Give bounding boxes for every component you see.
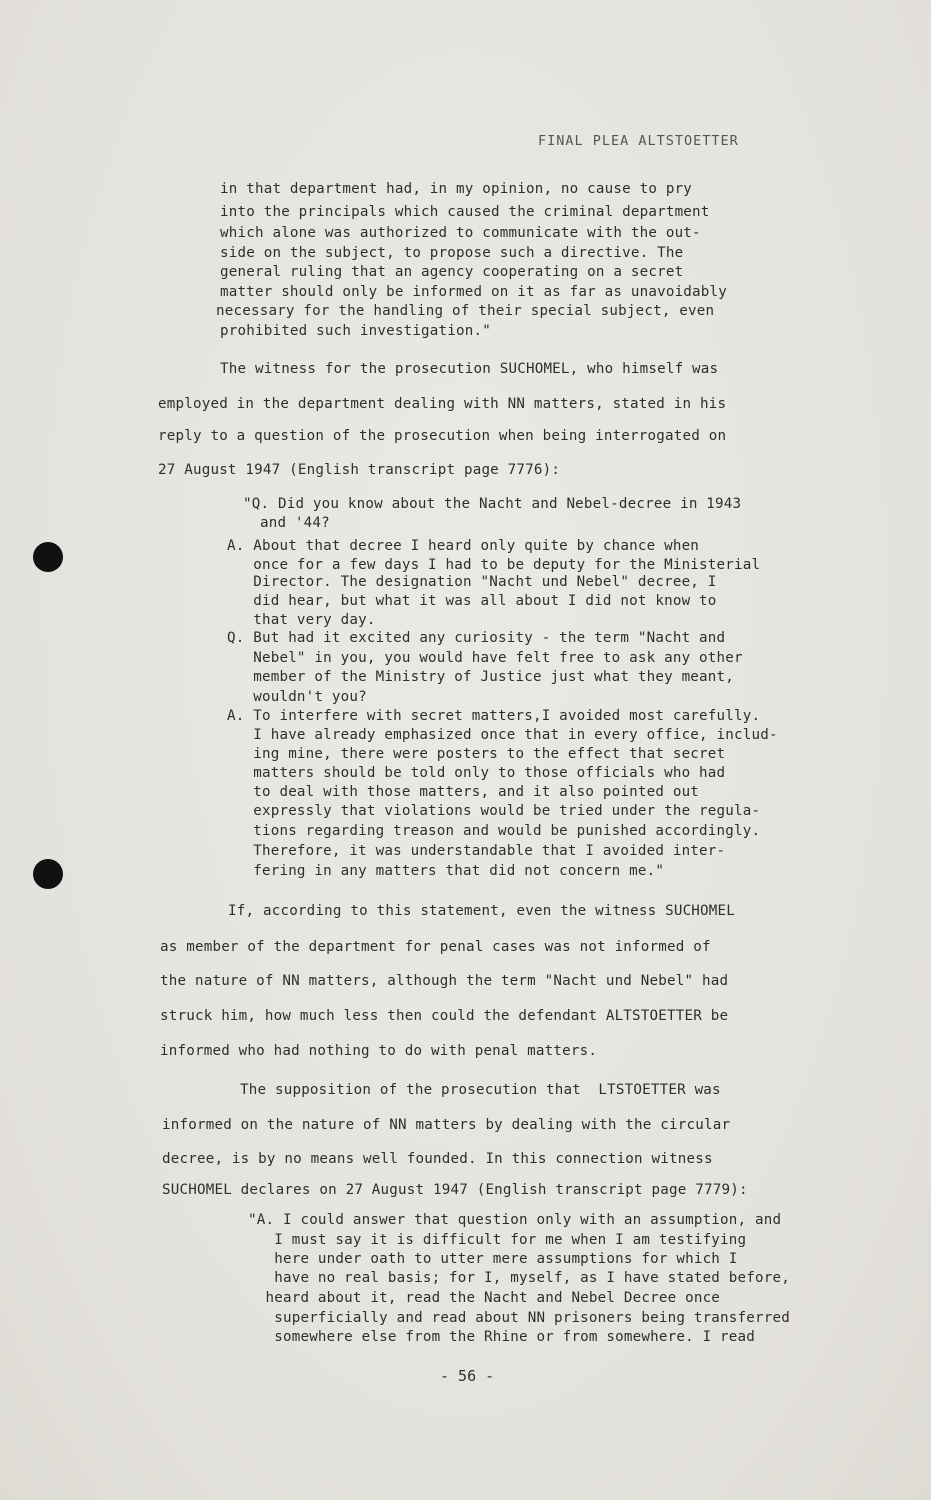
page-number: - 56 - [440,1367,495,1385]
text-line: A. About that decree I heard only quite by chance when [227,538,700,554]
text-line: The supposition of the prosecution that LTSTOETTER was [240,1082,721,1098]
text-line: in that department had, in my opinion, no cause to pry [220,181,693,197]
page-header: FINAL PLEA ALTSTOETTER [538,133,739,149]
text-line: prohibited such investigation." [220,323,491,339]
text-line: which alone was authorized to communicate with the out- [220,225,701,241]
text-line: into the principals which caused the criminal department [220,204,710,220]
binder-hole-top [33,542,63,572]
text-line: ing mine, there were posters to the effect that secret [227,746,726,762]
text-line: I must say it is difficult for me when I am testifying [248,1232,747,1248]
text-line: and '44? [225,515,330,531]
text-line: matters should be told only to those officials who had [227,765,726,781]
text-line: I have already emphasized once that in every office, includ- [227,727,778,743]
text-line: have no real basis; for I, myself, as I have stated before, [248,1270,790,1286]
text-line: informed on the nature of NN matters by dealing with the circular [162,1117,731,1133]
text-line: fering in any matters that did not concern me." [227,863,665,879]
text-line: side on the subject, to propose such a directive. The [220,245,684,261]
text-line: the nature of NN matters, although the term "Nacht und Nebel" had [160,973,729,989]
text-line: somewhere else from the Rhine or from somewhere. I read [248,1329,756,1345]
text-line: wouldn't you? [227,689,367,705]
text-line: Therefore, it was understandable that I avoided inter- [227,843,726,859]
text-line: member of the Ministry of Justice just what they meant, [227,669,735,685]
text-line: tions regarding treason and would be punished accordingly. [227,823,761,839]
text-line: once for a few days I had to be deputy for the Ministerial [227,557,761,573]
text-line: Nebel" in you, you would have felt free to ask any other [227,650,743,666]
text-line: superficially and read about NN prisoners being transferred [248,1310,790,1326]
text-line: matter should only be informed on it as far as unavoidably [220,284,728,300]
text-line: general ruling that an agency cooperating on a secret [220,264,684,280]
text-line: employed in the department dealing with NN matters, stated in his [158,396,727,412]
text-line: reply to a question of the prosecution when being interrogated on [158,428,727,444]
text-line: expressly that violations would be tried under the regula- [227,803,761,819]
text-line: informed who had nothing to do with penal matters. [160,1043,598,1059]
text-line: to deal with those matters, and it also pointed out [227,784,700,800]
text-line: decree, is by no means well founded. In this connection witness [162,1151,713,1167]
text-line: 27 August 1947 (English transcript page 7776): [158,462,561,478]
text-line: SUCHOMEL declares on 27 August 1947 (English transcript page 7779): [162,1182,748,1198]
text-line: heard about it, read the Nacht and Nebel Decree once [248,1290,721,1306]
text-line: struck him, how much less then could the defendant ALTSTOETTER be [160,1008,729,1024]
text-line: "A. I could answer that question only with an assumption, and [248,1212,782,1228]
binder-hole-bottom [33,859,63,889]
text-line: as member of the department for penal cases was not informed of [160,939,711,955]
text-line: "Q. Did you know about the Nacht and Nebel-decree in 1943 [243,496,742,512]
text-line: did hear, but what it was all about I did not know to [227,593,717,609]
text-line: If, according to this statement, even the witness SUCHOMEL [228,903,736,919]
text-line: here under oath to utter mere assumptions for which I [248,1251,738,1267]
text-line: The witness for the prosecution SUCHOMEL, who himself was [220,361,719,377]
text-line: Q. But had it excited any curiosity - the term "Nacht and [227,630,726,646]
text-line: that very day. [227,612,376,628]
text-line: A. To interfere with secret matters,I avoided most carefully. [227,708,761,724]
text-line: Director. The designation "Nacht und Nebel" decree, I [227,574,717,590]
text-line: necessary for the handling of their special subject, even [216,303,715,319]
